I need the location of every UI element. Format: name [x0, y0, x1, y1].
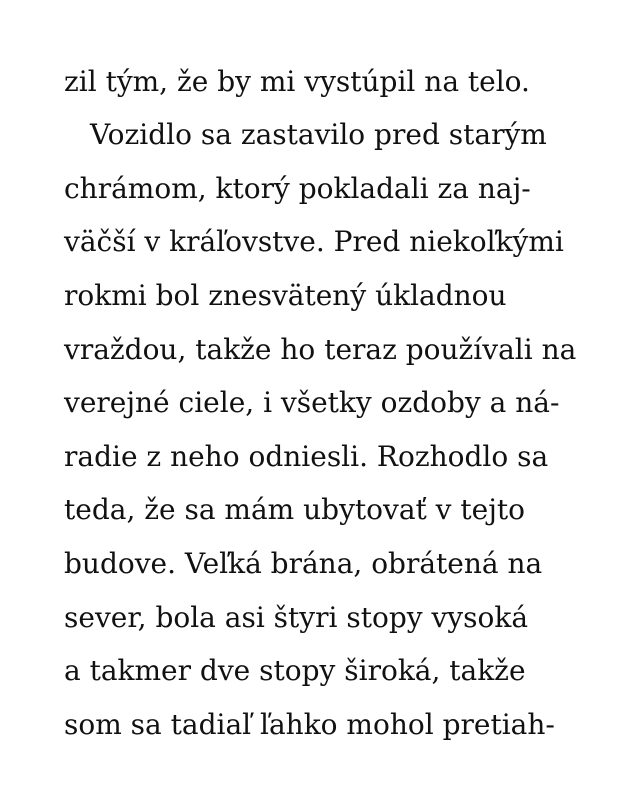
text-line: rokmi bol znesvätený úkladnou	[64, 279, 507, 312]
paragraph-first-line: Vozidlo sa zastavilo pred starým	[90, 118, 547, 151]
text-line: zil tým, že by mi vystúpil na telo.	[64, 65, 530, 98]
text-line: radie z neho odniesli. Rozhodlo sa	[64, 440, 549, 473]
text-line: budove. Veľká brána, obrátená na	[64, 547, 543, 580]
text-line: verejné ciele, i všetky ozdoby a ná-	[64, 386, 560, 419]
text-line: väčší v kráľovstve. Pred niekoľkými	[64, 225, 564, 258]
text-line: som sa tadiaľ ľahko mohol pretiah-	[64, 708, 555, 741]
text-line: chrámom, ktorý pokladali za naj-	[64, 172, 531, 205]
text-line: vraždou, takže ho teraz používali na	[64, 333, 577, 366]
text-line: a takmer dve stopy široká, takže	[64, 654, 526, 687]
text-line: teda, že sa mám ubytovať v tejto	[64, 493, 526, 526]
text-line: sever, bola asi štyri stopy vysoká	[64, 601, 529, 634]
